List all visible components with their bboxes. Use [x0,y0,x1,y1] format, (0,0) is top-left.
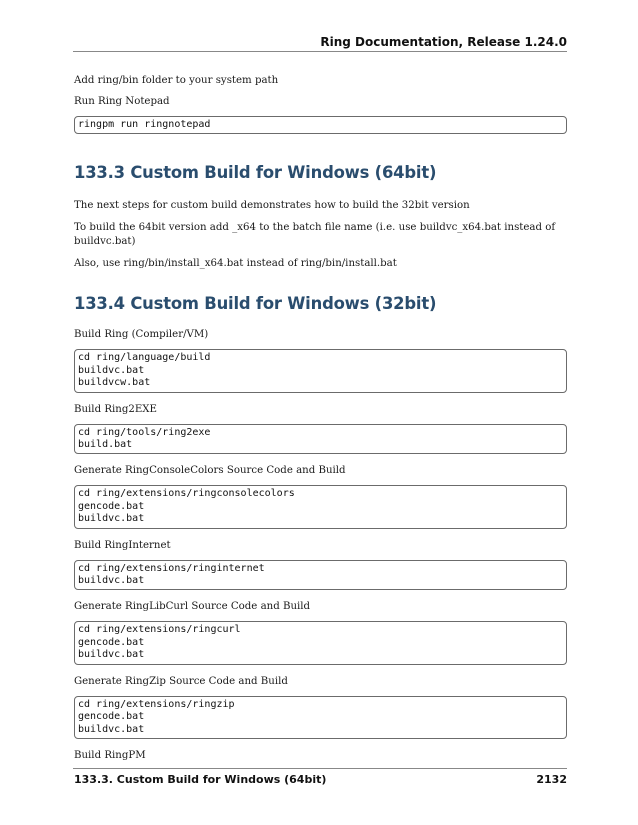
header-divider [73,51,567,52]
code-block: cd ring/extensions/ringzip gencode.bat buildvc.bat [74,696,567,739]
paragraph: The next steps for custom build demonstrates how to build the 32bit version [74,200,470,212]
paragraph: Build RingPM [74,749,146,761]
footer-divider [73,768,567,769]
section-heading-133-4: 133.4 Custom Build for Windows (32bit) [74,294,437,314]
footer-section-title: 133.3. Custom Build for Windows (64bit) [74,773,327,786]
paragraph: To build the 64bit version add _x64 to the batch file name (i.e. use buildvc_x64.bat instead of buildvc.bat) [74,222,556,248]
code-block: cd ring/extensions/ringconsolecolors gencode.bat buildvc.bat [74,485,567,528]
page-header-title: Ring Documentation, Release 1.24.0 [320,35,567,49]
page-number: 2132 [536,773,567,786]
paragraph: Add ring/bin folder to your system path [74,75,279,86]
paragraph: Build Ring (Compiler/VM) [74,329,209,341]
code-block: cd ring/tools/ring2exe build.bat [74,424,567,455]
code-block: ringpm run ringnotepad [74,116,567,134]
code-block: cd ring/extensions/ringcurl gencode.bat buildvc.bat [74,621,567,664]
paragraph: Generate RingLibCurl Source Code and Build [74,601,311,613]
paragraph: Run Ring Notepad [74,96,170,107]
paragraph: Build RingInternet [74,539,171,551]
paragraph: Generate RingConsoleColors Source Code and Build [74,465,346,477]
code-block: cd ring/extensions/ringinternet buildvc.bat [74,560,567,591]
code-block: cd ring/language/build buildvc.bat buildvcw.bat [74,349,567,392]
page-content [74,74,567,770]
paragraph: Build Ring2EXE [74,403,157,415]
section-heading-133-3: 133.3 Custom Build for Windows (64bit) [74,163,437,183]
paragraph: Also, use ring/bin/install_x64.bat instead of ring/bin/install.bat [74,258,397,270]
paragraph: Generate RingZip Source Code and Build [74,675,288,687]
